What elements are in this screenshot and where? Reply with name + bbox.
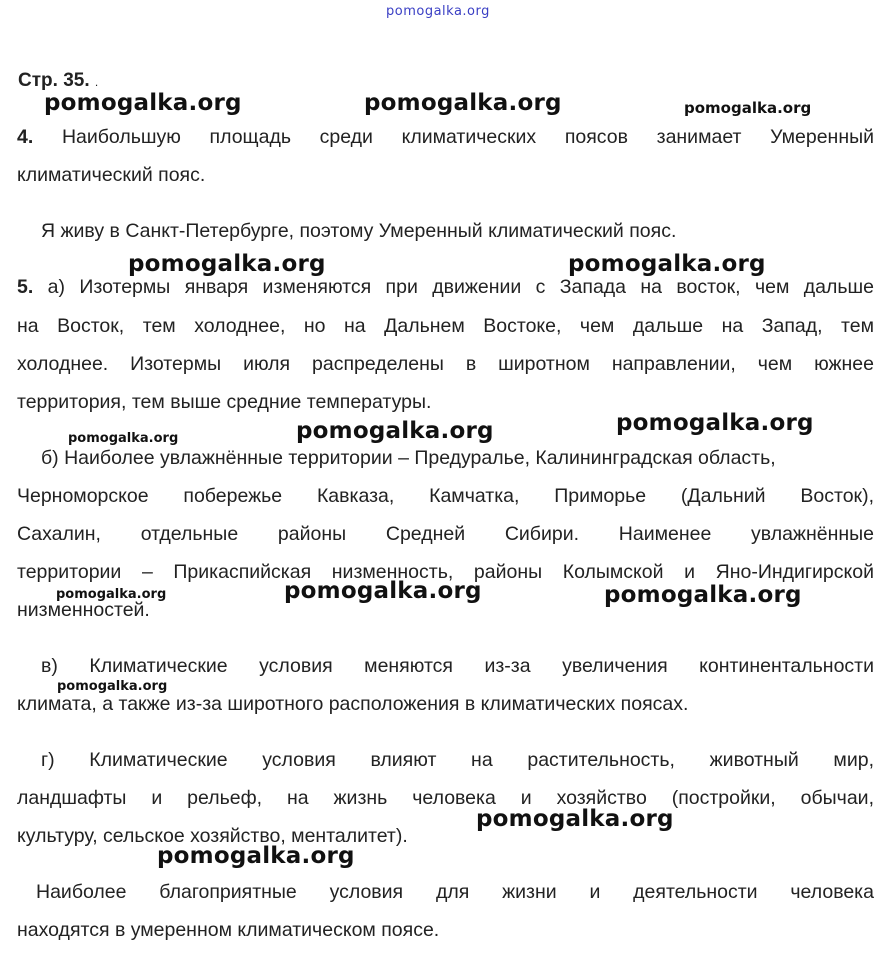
page-heading-text: Стр. 35. bbox=[18, 70, 90, 91]
watermark-big: pomogalka.org bbox=[568, 251, 766, 277]
q4-answer: Я живу в Санкт-Петербурге, поэтому Умеренный климатический пояс. bbox=[41, 220, 677, 242]
watermark-big: pomogalka.org bbox=[604, 582, 802, 608]
page-heading bbox=[18, 70, 98, 92]
watermark-small: pomogalka.org bbox=[56, 587, 167, 602]
watermark-medium: pomogalka.org bbox=[684, 99, 812, 117]
conclusion-line-2: находятся в умеренном климатическом поясе. bbox=[17, 919, 440, 941]
watermark-big: pomogalka.org bbox=[157, 843, 355, 869]
q4-line-2: климатический пояс. bbox=[17, 164, 206, 186]
q5b-line-4: территории – Прикаспийская низменность, районы Колымской и Яно-Индигирской bbox=[17, 561, 874, 583]
watermark-big: pomogalka.org bbox=[296, 418, 494, 444]
q5a-line-1-text: а) Изотермы января изменяются при движении с Запада на восток, чем дальше bbox=[47, 276, 874, 298]
q4-line-1 bbox=[17, 126, 874, 149]
q5g-line-1: г) Климатические условия влияют на растительность, животный мир, bbox=[41, 749, 874, 771]
watermark-big: pomogalka.org bbox=[616, 410, 814, 436]
q4-line-1-text: Наибольшую площадь среди климатических поясов занимает Умеренный bbox=[61, 126, 875, 148]
watermark-small: pomogalka.org bbox=[57, 679, 168, 694]
q5v-line-1: в) Климатические условия меняются из-за увеличения континентальности bbox=[41, 655, 874, 677]
q5b-line-1: б) Наиболее увлажнённые территории – Предуралье, Калининградская область, bbox=[41, 447, 776, 469]
q5a-line-3: холоднее. Изотермы июля распределены в широтном направлении, чем южнее bbox=[17, 353, 874, 375]
conclusion-line-1: Наиболее благоприятные условия для жизни и деятельности человека bbox=[36, 881, 874, 903]
q5b-line-5: низменностей. bbox=[17, 599, 150, 621]
watermark-big: pomogalka.org bbox=[44, 90, 242, 116]
watermark-big: pomogalka.org bbox=[284, 578, 482, 604]
watermark-big: pomogalka.org bbox=[128, 251, 326, 277]
q5g-line-3: культуру, сельское хозяйство, менталитет). bbox=[17, 825, 408, 847]
q4-number: 4. bbox=[17, 126, 34, 148]
page-heading-dot: . bbox=[94, 75, 99, 89]
q5-number: 5. bbox=[17, 276, 34, 298]
q5v-line-2: климата, а также из-за широтного расположения в климатических поясах. bbox=[17, 693, 689, 715]
q5a-line-1 bbox=[17, 276, 874, 299]
watermark-top: pomogalka.org bbox=[386, 4, 490, 19]
q5b-line-3: Сахалин, отдельные районы Средней Сибири. Наименее увлажнённые bbox=[17, 523, 874, 545]
q5a-line-2: на Восток, тем холоднее, но на Дальнем Востоке, чем дальше на Запад, тем bbox=[17, 315, 874, 337]
q5b-line-2: Черноморское побережье Кавказа, Камчатка, Приморье (Дальний Восток), bbox=[17, 485, 874, 507]
q5a-line-4: территория, тем выше средние температуры. bbox=[17, 391, 432, 413]
q5g-line-2: ландшафты и рельеф, на жизнь человека и хозяйство (постройки, обычаи, bbox=[17, 787, 874, 809]
watermark-big: pomogalka.org bbox=[364, 90, 562, 116]
watermark-big: pomogalka.org bbox=[476, 806, 674, 832]
watermark-small: pomogalka.org bbox=[68, 431, 179, 446]
